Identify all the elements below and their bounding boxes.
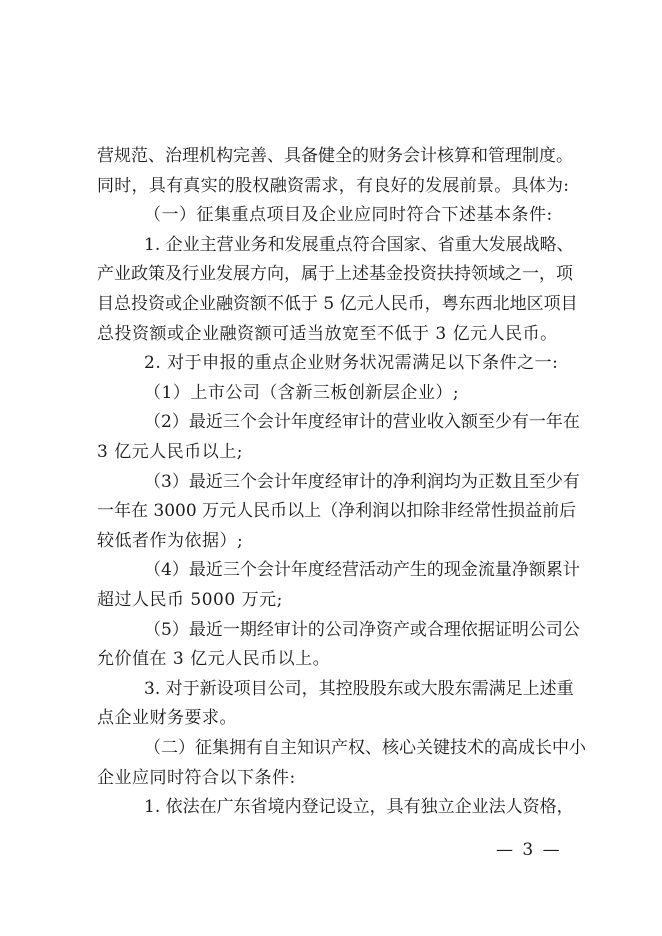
text-line: 3 亿元人民币以上; (97, 442, 243, 462)
text-line: 产业政策及行业发展方向，属于上述基金投资扶持领域之一，项 (97, 264, 573, 285)
text-line: 允价值在 3 亿元人民币以上。 (97, 649, 331, 670)
text-line: （二）征集拥有自主知识产权、核心关键技术的高成长中小 (144, 738, 586, 758)
text-line: （5）最近一期经审计的公司净资产或合理依据证明公司公 (144, 619, 580, 640)
text-line: 目总投资或企业融资额不低于 5 亿元人民币，粤东西北地区项目 (97, 294, 578, 314)
page-number: — 3 — (496, 840, 562, 860)
text-line: 总投资额或企业融资额可适当放宽至不低于 3 亿元人民币。 (97, 323, 558, 344)
text-line: 较低者作为依据）; (97, 530, 244, 551)
text-line: （4）最近三个会计年度经营活动产生的现金流量净额累计 (144, 560, 580, 581)
text-line: 一年在 3000 万元人民币以上（净利润以扣除非经常性损益前后 (97, 501, 577, 522)
text-line: （3）最近三个会计年度经审计的净利润均为正数且至少有 (144, 471, 580, 492)
text-line: 2. 对于申报的重点企业财务状况需满足以下条件之一: (144, 353, 559, 374)
text-line: 点企业财务要求。 (97, 708, 237, 729)
text-line: 超过人民币 5000 万元; (97, 590, 283, 610)
text-line: 同时，具有真实的股权融资需求，有良好的发展前景。具体为: (97, 175, 569, 196)
text-line: （2）最近三个会计年度经审计的营业收入额至少有一年在 (144, 412, 580, 433)
text-line: （一）征集重点项目及企业应同时符合下述基本条件: (144, 205, 553, 226)
text-line: 1. 依法在广东省境内登记设立，具有独立企业法人资格， (144, 797, 574, 818)
text-line: 企业应同时符合以下条件: (97, 767, 296, 788)
text-line: （1）上市公司（含新三板创新层企业）; (144, 382, 460, 403)
text-line: 1. 企业主营业务和发展重点符合国家、省重大发展战略、 (144, 234, 574, 255)
text-line: 营规范、治理机构完善、具备健全的财务会计核算和管理制度。 (97, 146, 573, 166)
text-line: 3. 对于新设项目公司，其控股股东或大股东需满足上述重 (144, 678, 574, 699)
